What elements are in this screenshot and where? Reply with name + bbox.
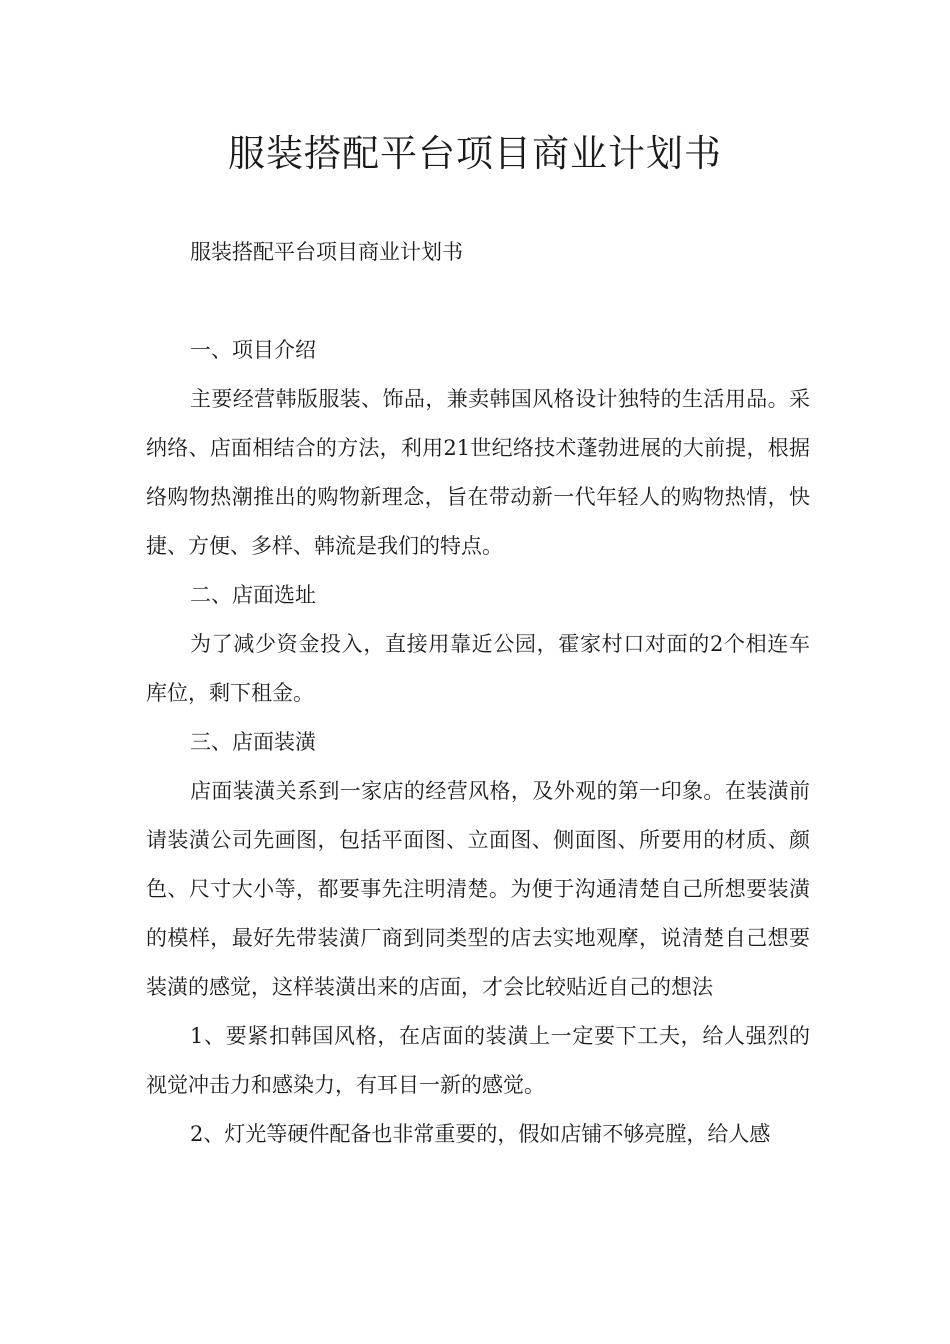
- subtitle-paragraph: 服装搭配平台项目商业计划书: [190, 240, 463, 264]
- blank-line: [146, 277, 810, 326]
- document-title: 服装搭配平台项目商业计划书: [228, 132, 722, 175]
- paragraph-intro: 主要经营韩版服装、饰品，兼卖韩国风格设计独特的生活用品。采纳络、店面相结合的方法，利用21世纪络技术蓬勃进展的大前提，根据络购物热潮推出的购物新理念，旨在带动新一代年轻人的购物热情，快捷、方便、多样、韩流是我们的特点。: [146, 387, 810, 558]
- section-heading-intro: 一、项目介绍: [190, 338, 316, 362]
- section-heading-decoration: 三、店面装潢: [190, 730, 316, 754]
- paragraph-location: 为了减少资金投入，直接用靠近公园，霍家村口对面的2个相连车库位，剩下租金。: [146, 632, 810, 705]
- paragraph-decoration: 店面装潢关系到一家店的经营风格，及外观的第一印象。在装潢前请装潢公司先画图，包括平面图、立面图、侧面图、所要用的材质、颜色、尺寸大小等，都要事先注明清楚。为便于沟通清楚自己所想要装潢的模样，最好先带装潢厂商到同类型的店去实地观摩，说清楚自己想要装潢的感觉，这样装潢出来的店面，才会比较贴近自己的想法: [146, 779, 810, 999]
- section-heading-location: 二、店面选址: [190, 583, 316, 607]
- list-item-2: 2、灯光等硬件配备也非常重要的，假如店铺不够亮膛，给人感: [190, 1122, 771, 1146]
- document-body: [146, 228, 810, 1159]
- list-item-1: 1、要紧扣韩国风格，在店面的装潢上一定要下工夫，给人强烈的视觉冲击力和感染力，有耳目一新的感觉。: [146, 1024, 810, 1097]
